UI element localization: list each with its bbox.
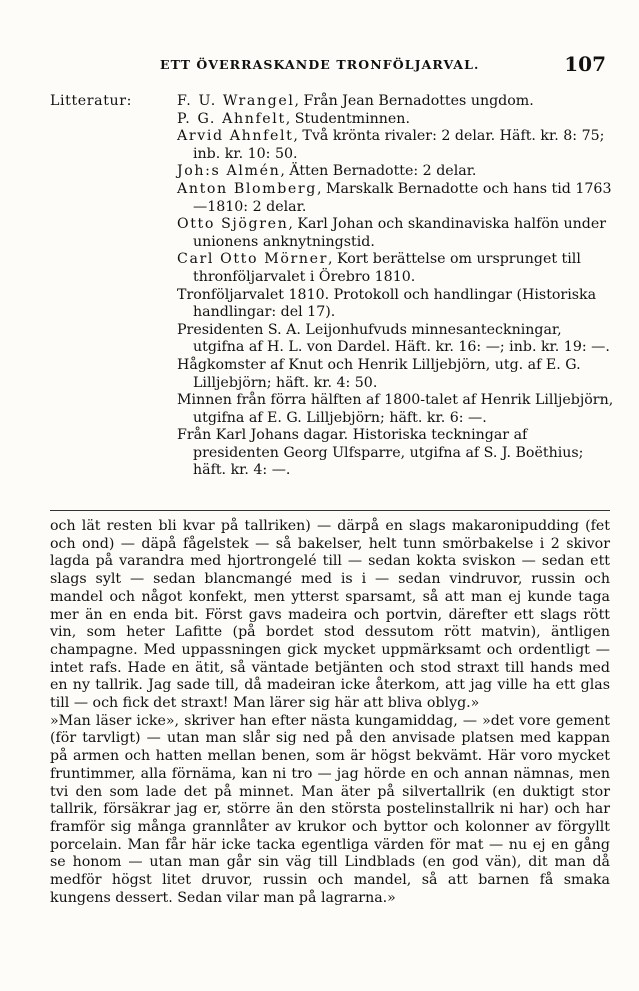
entry-text: , Karl Johan och skandinaviska halfön under unionens anknytningstid. [193, 216, 607, 250]
entry-text: Minnen från förra hälften af 1800-talet af Henrik Lilljebjörn, utgifna af E. G. Lilljebjörn; häft. kr. 6: —. [177, 392, 614, 426]
entry-text: , Kort berättelse om ursprunget till thronföljarvalet i Örebro 1810. [193, 251, 581, 285]
body-text [50, 518, 610, 907]
running-title: ETT ÖVERRASKANDE TRONFÖLJARVAL. [160, 57, 480, 72]
entry-text: , Ätten Bernadotte: 2 delar. [280, 163, 477, 180]
literature-entry [177, 251, 617, 286]
entry-text: Presidenten S. A. Leijonhufvuds minnesanteckningar, utgifna af H. L. von Dardel. Häft. kr. 16: —; inb. kr. 19: —. [177, 321, 610, 356]
entry-text: , Studentminnen. [285, 110, 410, 127]
literature-entry [177, 322, 617, 357]
page-number: 107 [564, 52, 606, 76]
entry-author: P. G. Ahnfelt [177, 110, 286, 127]
literature-entry [177, 357, 617, 392]
literature-entry [177, 216, 617, 251]
section-divider [50, 510, 610, 511]
literature-entry [177, 111, 617, 129]
paragraph: »Man läser icke», skriver han efter nästa kungamiddag, — »det vore gement (för tarvligt) — utan man slår sig ned på den anvisade platsen med kappan på armen och hatten mellan benen, som är högst bekvämt. Här voro mycket fruntimmer, alla förnäma, kan ni tro — jag hörde en och annan nämnas, men tvi den som lade det på minnet. Man äter på silvertallrik (en duktigt stor tallrik, försäkrar jag er, större än den största postelinstallrik ni har) och har framför sig många grannlåter av krukor och byttor och kolonner av förgyllt porcelain. Man får här icke tacka egentliga värden för mat — nu ej en gång se honom — utan man går sin väg till Lindblads (en god vän), dit man då medför högst litet druvor, russin och mandel, så att barnen få smaka kungens dessert. Sedan vilar man på lagrarna.» [50, 712, 610, 906]
entry-author: Anton Blomberg [177, 180, 317, 197]
entry-text: , Från Jean Bernadottes ungdom. [294, 93, 534, 109]
literature-entry [177, 163, 617, 181]
literature-entry [177, 287, 617, 322]
entry-text: , Två krönta rivaler: 2 delar. Häft. kr. 8: 75; inb. kr. 10: 50. [193, 128, 605, 162]
entry-author: F. U. Wrangel [177, 93, 295, 109]
literature-entry [177, 93, 617, 111]
entry-author: Arvid Ahnfelt [177, 128, 294, 145]
literature-entry [177, 427, 617, 480]
page-header [50, 52, 606, 80]
entry-author: Carl Otto Mörner [177, 251, 328, 268]
entry-text: , Marskalk Bernadotte och hans tid 1763—1810: 2 delar. [193, 180, 612, 215]
entry-author: Joh:s Almén [177, 163, 281, 180]
literature-label: Litteratur: [50, 93, 132, 109]
literature-entry [177, 181, 617, 216]
literature-list [177, 93, 617, 480]
literature-entry [177, 128, 617, 163]
entry-text: Tronföljarvalet 1810. Protokoll och handlingar (Historiska handlingar: del 17). [177, 286, 597, 321]
paragraph: och lät resten bli kvar på tallriken) — därpå en slags makaronipudding (fet och ond) — däpå fågelstek — så bakelser, helt tunn smörbakelse i 2 skivor lagda på varandra med hjortrongelé till — sedan kokta sviskon — sedan ett slags sylt — sedan blancmangé med is i — sedan vindruvor, russin och mandel och något konfekt, men ytterst sparsamt, så att man ej kunde taga mer än en enda bit. Först gavs madeira och portvin, därefter ett slags rött vin, som heter Lafitte (på bordet stod dessutom rött matvin), äntligen champagne. Med uppassningen gick mycket uppmärksamt och ordentligt — intet rafs. Hade en ätit, så väntade betjänten och stod straxt till hands med en ny tallrik. Jag sade till, då madeiran icke återkom, att jag ville ha ett glas till — och fick det straxt! Man lärer sig här att bliva oblyg.» [50, 518, 610, 712]
entry-text: Hågkomster af Knut och Henrik Lilljebjörn, utg. af E. G. Lilljebjörn; häft. kr. 4: 50. [177, 356, 581, 391]
entry-author: Otto Sjögren [177, 216, 289, 233]
literature-entry [177, 392, 617, 427]
entry-text: Från Karl Johans dagar. Historiska teckningar af presidenten Georg Ulfsparre, utgifna af S. J. Boëthius; häft. kr. 4: —. [177, 427, 584, 479]
